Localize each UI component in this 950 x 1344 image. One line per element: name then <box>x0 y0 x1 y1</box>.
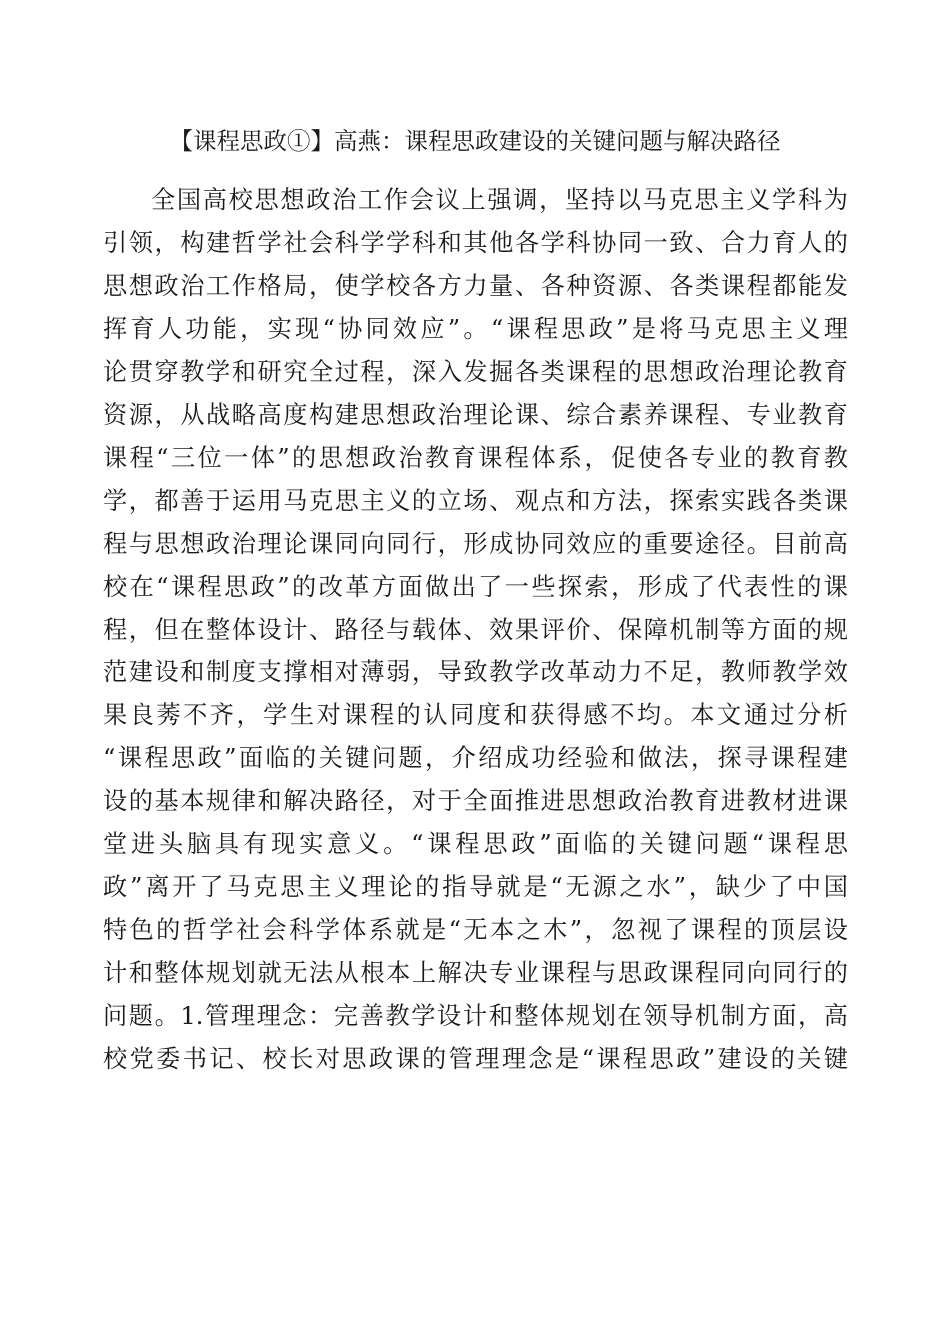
document-body <box>103 179 848 1081</box>
body-line: 问题。1.管理理念：完善教学设计和整体规划在领导机制方面，高 <box>103 1002 848 1031</box>
body-line: 论贯穿教学和研究全过程，深入发掘各类课程的思想政治理论教育 <box>103 357 848 386</box>
body-line: 学，都善于运用马克思主义的立场、观点和方法，探索实践各类课 <box>103 486 848 515</box>
body-line: 设的基本规律和解决路径，对于全面推进思想政治教育进教材进课 <box>103 787 848 816</box>
body-line: 校党委书记、校长对思政课的管理理念是“课程思政”建设的关键 <box>103 1045 848 1074</box>
body-line: 范建设和制度支撑相对薄弱，导致教学改革动力不足，教师教学效 <box>103 658 848 687</box>
body-line: “课程思政”面临的关键问题，介绍成功经验和做法，探寻课程建 <box>103 744 848 773</box>
body-line: 堂进头脑具有现实意义。“课程思政”面临的关键问题“课程思 <box>103 830 848 859</box>
body-line: 程，但在整体设计、路径与载体、效果评价、保障机制等方面的规 <box>103 615 848 644</box>
body-line: 政”离开了马克思主义理论的指导就是“无源之水”，缺少了中国 <box>103 873 848 902</box>
body-line: 计和整体规划就无法从根本上解决专业课程与思政课程同向同行的 <box>103 959 848 988</box>
body-line: 思想政治工作格局，使学校各方力量、各种资源、各类课程都能发 <box>103 271 848 300</box>
body-line: 课程“三位一体”的思想政治教育课程体系，促使各专业的教育教 <box>103 443 848 472</box>
body-line: 果良莠不齐，学生对课程的认同度和获得感不均。本文通过分析 <box>103 701 848 730</box>
body-line: 挥育人功能，实现“协同效应”。“课程思政”是将马克思主义理 <box>103 314 848 343</box>
body-line: 程与思想政治理论课同向同行，形成协同效应的重要途径。目前高 <box>103 529 848 558</box>
document-title: 【课程思政①】高燕：课程思政建设的关键问题与解决路径 <box>169 127 781 155</box>
body-line: 全国高校思想政治工作会议上强调，坚持以马克思主义学科为 <box>151 186 848 214</box>
body-line: 资源，从战略高度构建思想政治理论课、综合素养课程、专业教育 <box>103 400 848 429</box>
body-line: 特色的哲学社会科学体系就是“无本之木”，忽视了课程的顶层设 <box>103 916 848 945</box>
body-line: 引领，构建哲学社会科学学科和其他各学科协同一致、合力育人的 <box>103 228 848 257</box>
body-line: 校在“课程思政”的改革方面做出了一些探索，形成了代表性的课 <box>103 572 848 601</box>
